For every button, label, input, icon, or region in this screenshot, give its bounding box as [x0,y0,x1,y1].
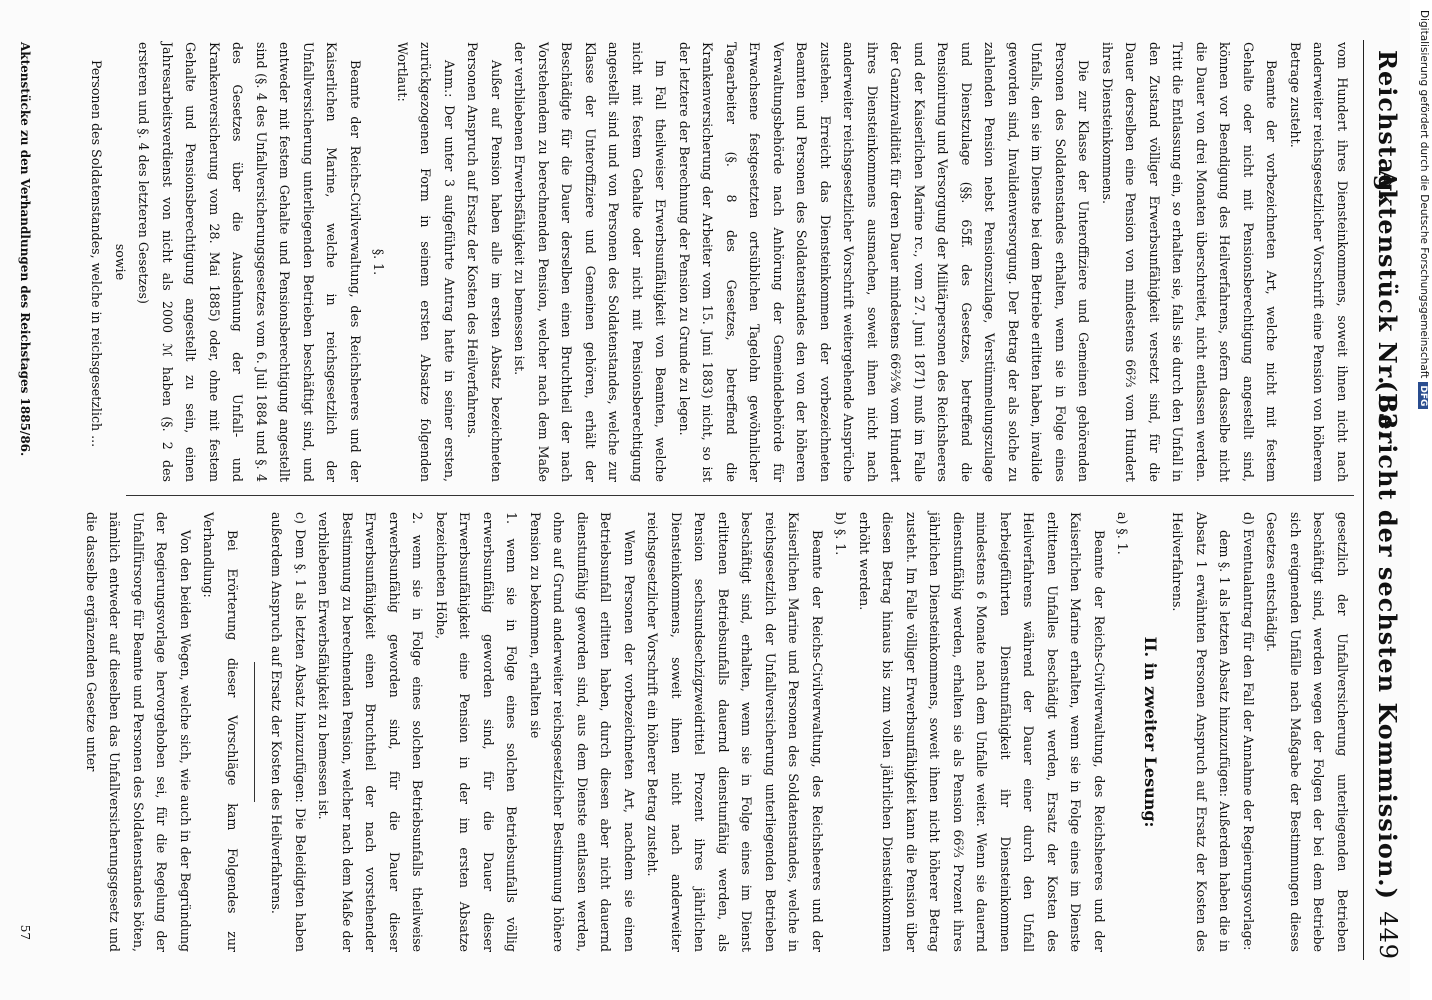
left-p8: Personen des Soldatenstandes, welche in reichsgesetzlich ... [89,60,105,448]
left-p3: Die zur Klasse der Unteroffiziere und Gemeinen gehörenden Personen des Soldatenstandes erhalten, wenn sie in Folge eines Unfalls, den sie im Dienste bei dem Betriebe erlitten haben, invalide geworden sind, Invalidenversorgung. Der Betrag der als solche zu zahlenden Pension nebst Pensionszulage, Verstümmelungszulage und Dienstzulage (§§. 65ff. des Gesetzes, betreffend die Pensionirung und Versorgung der Militärpersonen des Reichsheeres und der Kaiserlichen Marine rc., vom 27. Juni 1871) muß im Falle der Ganzinvalidität für deren Dauer mindestens 66⅔% vom Hundert ihres Diensteinkommens ausmachen, soweit ihnen nicht nach anderweiter reichsgesetzlicher Vorschrift weitergehende Ansprüche zustehen. Erreicht das Diensteinkommen der vorbezeichneten Beamten und Personen des Soldatenstandes den von der höheren Verwaltungsbehörde nach Anhörung der Gemeindebehörde für Erwachsene festgesetzten ortsüblichen Tagelohn gewöhnlicher Tagearbeiter (§. 8 des Gesetzes, betreffend die Krankenversicherung der Arbeiter vom 15. Juni 1883) nicht, so ist der letztere der Berechnung der Pension zu Grunde zu legen. [677,42,1092,482]
right-c: c) Dem §. 1 als letzten Absatz hinzuzufügen: Die Beleidigten haben außerdem Anspruch auf Ersatz der Kosten des Heilverfahrens. [269,512,308,952]
right-n1: 1. wenn sie in Folge eines solchen Betriebsunfalls völlig erwerbsunfähig geworden sind, für die Dauer dieser Erwerbsunfähigkeit eine Pension in der im ersten Absatze bezeichneten Höhe, [434,512,520,952]
left-p4: Im Fall theilweiser Erwerbsunfähigkeit von Beamten, welche nicht mit festem Gehalte oder nicht mit Pensionsberechtigung angestellt sind und von Personen des Soldatenstandes, welche zur Klasse der Unteroffiziere und Gemeinen gehören, erhält der Beschädigte für die Dauer derselben einen Bruchtheil der nach Vorstehendem zu berechnenden Pension, welcher nach dem Maße der verbliebenen Erwerbsfähigkeit zu bemessen ist. [512,42,669,482]
left-p7: Beamte der Reichs-Civilverwaltung, des Reichsheeres und der Kaiserlichen Marine, welche in reichsgesetzlich der Unfallversicherung unterliegenden Betrieben beschäftigt sind, und entweder mit festem Gehalte und Pensionsberechtigung angestellt sind (§. 4 des Unfallversicherungsgesetzes vom 6. Juli 1884 und §. 4 des Gesetzes über die Ausdehnung der Unfall- und Krankenversicherung vom 28. Mai 1885) oder, ohne mit festem Gehalte und Pensionsberechtigung angestellt zu sein, einen Jahresarbeitsverdienst von nicht als 2000 ℳ haben (§. 2 des ersteren und §. 4 des letzteren Gesetzes) [136,42,363,482]
dfg-logo: DFG [1418,382,1428,409]
left-p1: vom Hundert ihres Diensteinkommens, soweit ihnen nicht nach anderweiter reichsgesetzlicher Vorschrift eine Pension von höherem Betrage zusteht. [1288,42,1350,482]
credit-text: Digitalisierung gefördert durch die Deutsche Forschungsgemeinschaft [1418,10,1430,379]
header-middle: Aktenstück Nr. 83. [1373,170,1402,440]
left-p2: Beamte der vorbezeichneten Art, welche nicht mit festem Gehalte oder nicht mit Pensionsberechtigung angestellt sind, können vor Beendigung des Heilverfahrens, sofern dasselbe nicht die Dauer von drei Monaten überschreitet, nicht entlassen werden. Tritt die Entlassung ein, so erhalten sie, falls sie durch den Unfall in den Zustand völliger Erwerbsunfähigkeit versetzt sind, für die Dauer derselben eine Pension von mindestens 66⅔ vom Hundert ihres Diensteinkommens. [1100,42,1280,482]
right-p7: Von den beiden Wegen, welche sich, wie auch in der Begründung der Regierungsvorlage hervorgehoben sei, für die Regelung der Unfallfürsorge für Beamte und Personen des Soldatenstandes böten, nämlich entweder auf dieselben das Unfallversicherungsgesetz und die dasselbe ergänzenden Gesetze unter [84,512,193,952]
right-p6: Bei Erörterung dieser Vorschläge kam Folgendes zur Verhandlung: [201,512,240,952]
left-p6: Anm.: Der unter 3 aufgeführte Antrag hatte in seiner ersten, zurückgezogenen Form in seinem ersten Absatze folgenden Wortlaut: [395,42,457,482]
page-footer: Aktenstücke zu den Verhandlungen des Reichstages 1885/86. [18,42,32,457]
page-number: 449 [1374,911,1402,960]
left-section: §. 1. [371,248,387,276]
right-p1: gesetzlich der Unfallversicherung unterliegenden Betrieben beschäftigt sind, werden wegen der Folgen der bei dem Betriebe sich ereignenden Unfälle nach Maßgabe der Bestimmungen dieses Gesetzes entschädigt. [1264,512,1350,952]
right-b: b) §. 1. [833,512,849,556]
page-header [1364,40,1408,960]
right-n2: 2. wenn sie in Folge eines solchen Betriebsunfalls theilweise erwerbsunfähig geworden sind, für die Dauer dieser Erwerbsunfähigkeit einen Bruchtheil der nach vorstehender Bestimmung zu berechnenden Pension, welcher nach dem Maße der verbliebenen Erwerbsfähigkeit zu bemessen ist. [316,512,426,952]
column-divider [126,495,1354,496]
digitization-credit [1412,10,1430,990]
right-p5: Wenn Personen der vorbezeichneten Art, nachdem sie einen Betriebsunfall erlitten haben, durch diesen aber nicht dauernd dienstunfähig geworden sind, aus dem Dienste entlassen werden, ohne auf Grund anderweiter reichsgesetzlicher Bestimmung höhere Pension zu bekommen, erhalten sie [528,512,637,952]
right-p4: Beamte der Reichs-Civilverwaltung, des Reichsheeres und der Kaiserlichen Marine und Personen des Soldatenstandes, welche in reichsgesetzlich der Unfallversicherung unterliegenden Betrieben beschäftigt sind, erhalten, wenn sie in Folge eines im Dienst erlittenen Betriebsunfalls dauernd dienstunfähig werden, als Pension sechsundsechzigzweidrittel Prozent ihres jährlichen Diensteinkommens, soweit ihnen nicht nach anderweiter reichsgesetzlicher Vorschrift ein höherer Betrag zusteht. [645,512,825,952]
right-p2: dem §. 1 als letzten Absatz hinzuzufügen: Außerdem haben die in Absatz 1 erwähnten Personen Anspruch auf Ersatz der Kosten des Heilverfahrens. [1170,512,1233,952]
left-sowie: sowie [113,243,128,281]
right-d: d) Eventualantrag für den Fall der Annahme der Regierungsvorlage: [1241,512,1256,951]
section-rule [254,662,255,802]
left-column [34,42,1354,482]
digitization-sidebar [1410,0,1432,1000]
right-column [34,512,1354,952]
right-p3: Beamte der Reichs-Civilverwaltung, des Reichsheeres und der Kaiserlichen Marine erhalten, wenn sie in Folge eines im Dienste erlittenen Unfalles beschädigt werden, Ersatz der Kosten des Heilverfahrens während der Dauer einer durch den Unfall herbeigeführten Dienstunfähigkeit ihr Diensteinkommen mindestens 6 Monate nach dem Unfalle weiter. Wenn sie dauernd dienstunfähig werden, erhalten sie als Pension 66⅔ Prozent ihres jährlichen Diensteinkommens, soweit ihnen nicht höherer Betrag zusteht. Im Falle völliger Erwerbsunfähigkeit kann die Pension über diesen Betrag hinaus bis zum vollen jährlichen Diensteinkommen erhöht werden. [857,512,1107,952]
left-p5: Außer auf Pension haben alle im ersten Absatz bezeichneten Personen Anspruch auf Ersatz der Kosten des Heilverfahrens. [465,42,504,482]
rotated-sheet [16,20,1416,980]
header-right: (Bericht der sechsten Kommission.) [1373,380,1402,900]
folio-number: 57 [18,924,32,940]
header-left: Reichstag. [1373,50,1402,202]
header-rule [1363,40,1364,960]
section-heading: II. in zweiter Lesung: [1141,636,1160,828]
right-a: a) §. 1. [1115,512,1131,555]
